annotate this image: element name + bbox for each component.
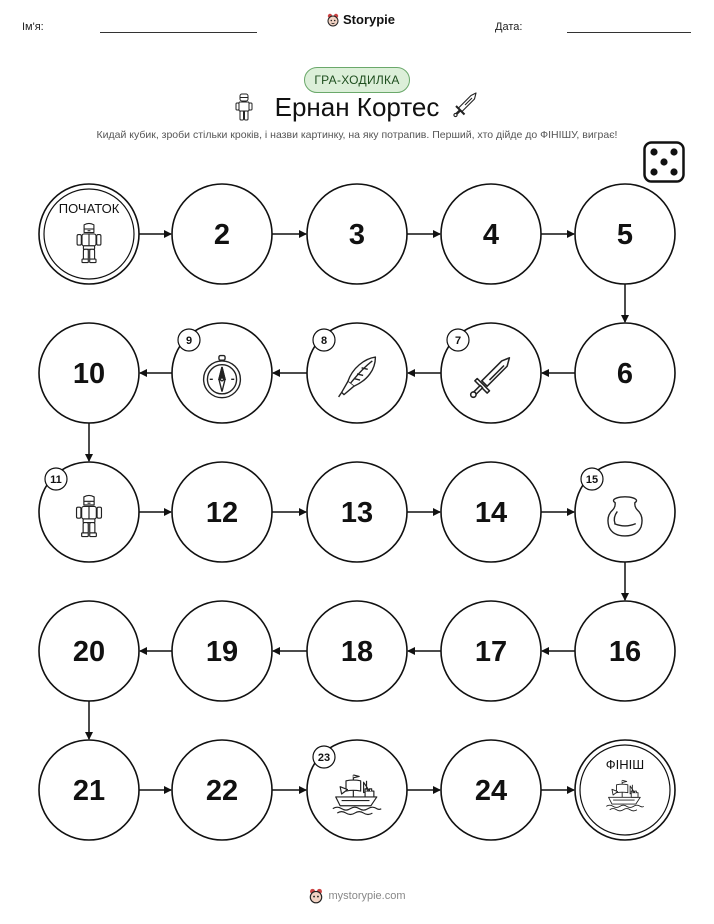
board-cell-18 xyxy=(307,601,407,701)
board-cell-14 xyxy=(441,462,541,562)
cell-number: 4 xyxy=(482,219,500,251)
board-cell-8 xyxy=(307,323,407,423)
board-cell-25 xyxy=(575,740,675,840)
board-cell-1 xyxy=(39,184,139,284)
board-cell-4 xyxy=(441,184,541,284)
board-cell-22 xyxy=(172,740,272,840)
game-type-badge: ГРА-ХОДИЛКА xyxy=(304,67,410,93)
cell-badge-number: 15 xyxy=(585,474,599,486)
board-cell-13 xyxy=(307,462,407,562)
footer-url[interactable]: mystorypie.com xyxy=(328,890,406,902)
cell-badge-number: 9 xyxy=(185,335,193,347)
board-cell-19 xyxy=(172,601,272,701)
board-cell-16 xyxy=(575,601,675,701)
cell-badge-number: 23 xyxy=(317,752,331,764)
start-label: ПОЧАТОК xyxy=(58,201,120,216)
board-cell-12 xyxy=(172,462,272,562)
cell-number: 16 xyxy=(608,636,642,668)
cell-number: 24 xyxy=(474,775,508,807)
cell-number: 22 xyxy=(205,775,239,807)
cell-number: 19 xyxy=(205,636,239,668)
board-cell-21 xyxy=(39,740,139,840)
instructions-text: Кидай кубик, зроби стільки кроків, і назви картинку, на яку потрапив. Перший, хто дійде до ФІНІШУ, виграє! xyxy=(96,129,618,141)
board-cell-20 xyxy=(39,601,139,701)
board-cell-5 xyxy=(575,184,675,284)
cell-number: 3 xyxy=(348,219,366,251)
board-cell-15 xyxy=(575,462,675,562)
board-cell-11 xyxy=(39,462,139,562)
cell-number: 13 xyxy=(340,497,374,529)
cell-number: 10 xyxy=(72,358,106,390)
board-cell-10 xyxy=(39,323,139,423)
date-label: Дата: xyxy=(495,21,523,33)
board-cell-9 xyxy=(172,323,272,423)
board-cell-2 xyxy=(172,184,272,284)
finish-label: ФІНІШ xyxy=(605,757,645,772)
cell-badge-number: 8 xyxy=(320,335,328,347)
cell-number: 14 xyxy=(474,497,508,529)
cell-number: 12 xyxy=(205,497,239,529)
board-cells xyxy=(39,184,675,840)
board-cell-6 xyxy=(575,323,675,423)
name-label: Ім'я: xyxy=(22,21,44,33)
page-title: Ернан Кортес xyxy=(274,92,440,122)
cell-number: 5 xyxy=(616,219,634,251)
footer-logo-icon xyxy=(308,888,324,904)
cell-number: 21 xyxy=(72,775,106,807)
cell-number: 17 xyxy=(474,636,508,668)
board-cell-23 xyxy=(307,740,407,840)
board-cell-17 xyxy=(441,601,541,701)
cell-number: 18 xyxy=(340,636,374,668)
cell-number: 20 xyxy=(72,636,106,668)
board-cell-3 xyxy=(307,184,407,284)
logo-text: Storypie xyxy=(343,12,396,27)
board-cell-7 xyxy=(441,323,541,423)
cell-number: 2 xyxy=(213,219,231,251)
cell-number: 6 xyxy=(616,358,634,390)
cell-badge-number: 11 xyxy=(50,474,62,486)
footer xyxy=(0,888,714,904)
cell-badge-number: 7 xyxy=(454,335,462,347)
board-cell-24 xyxy=(441,740,541,840)
